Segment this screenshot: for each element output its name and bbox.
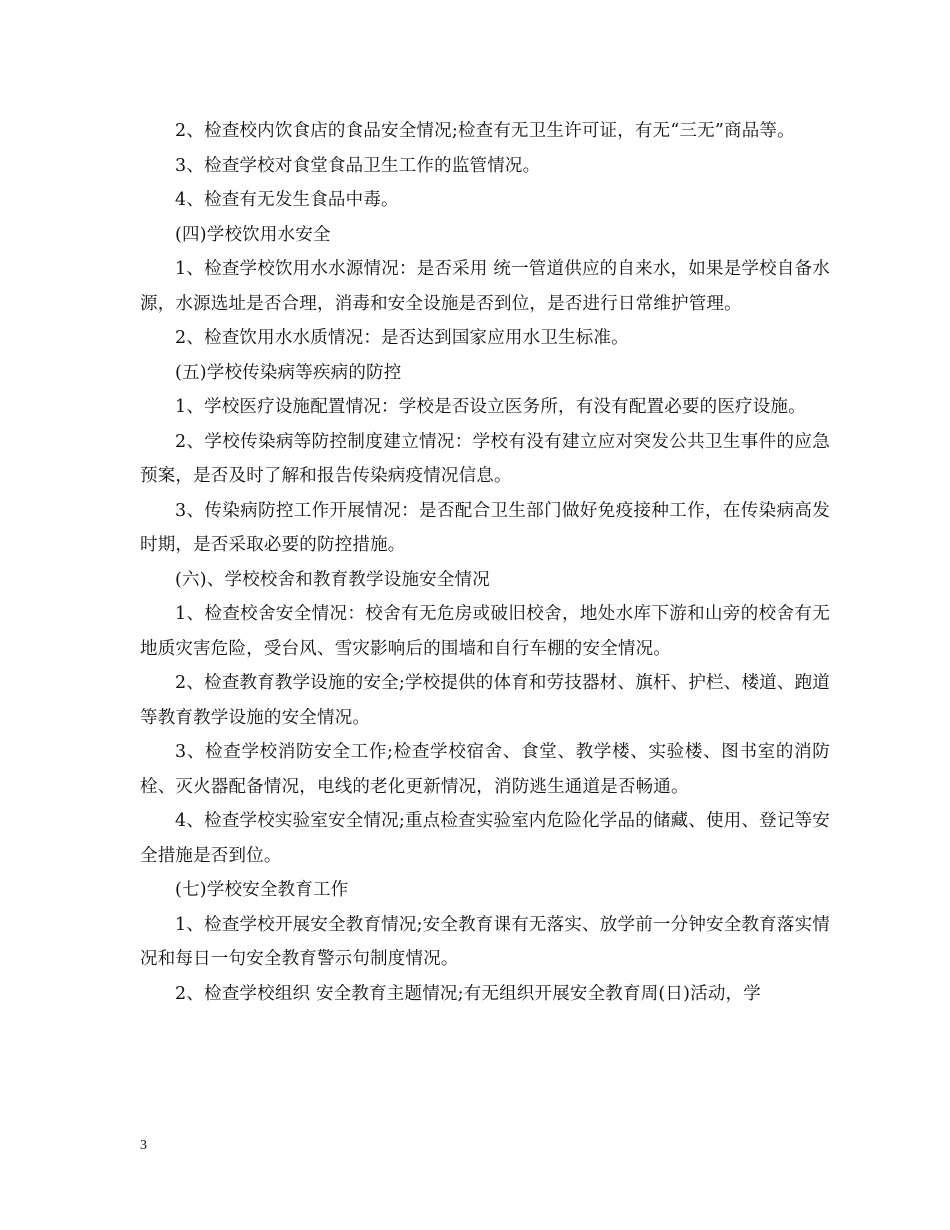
paragraph-food-shop-check: 2、检查校内饮食店的食品安全情况;检查有无卫生许可证，有无“三无”商品等。 — [175, 121, 795, 141]
paragraph-education-implementation: 1、检查学校开展安全教育情况;安全教育课有无落实、放学前一分钟安全教育落实情况和每日一句安全教育警示句制度情况。 — [140, 914, 830, 969]
paragraph-food-poisoning: 4、检查有无发生食品中毒。 — [175, 190, 399, 210]
paragraph-medical-facilities: 1、学校医疗设施配置情况：学校是否设立医务所，有没有配置必要的医疗设施。 — [175, 397, 806, 417]
paragraph-fire-safety: 3、检查学校消防安全工作;检查学校宿舍、食堂、教学楼、实验楼、图书室的消防栓、灭火器配备情况，电线的老化更新情况，消防逃生通道是否畅通。 — [140, 742, 830, 797]
paragraph-teaching-facilities: 2、检查教育教学设施的安全;学校提供的体育和劳技器材、旗杆、护栏、楼道、跑道等教育教学设施的安全情况。 — [140, 673, 830, 728]
paragraph-prevention-work: 3、传染病防控工作开展情况：是否配合卫生部门做好免疫接种工作，在传染病高发时期，是否采取必要的防控措施。 — [140, 500, 830, 555]
page-number: 3 — [140, 1138, 147, 1153]
paragraph-prevention-system: 2、学校传染病等防控制度建立情况：学校有没有建立应对突发公共卫生事件的应急预案，是否及时了解和报告传染病疫情况信息。 — [140, 431, 830, 486]
document-body — [140, 114, 830, 1011]
paragraph-water-quality: 2、检查饮用水水质情况：是否达到国家应用水卫生标准。 — [175, 328, 629, 348]
paragraph-water-source: 1、检查学校饮用水水源情况：是否采用 统一管道供应的自来水，如果是学校自备水源，水源选址是否合理，消毒和安全设施是否到位，是否进行日常维护管理。 — [140, 259, 830, 314]
paragraph-canteen-supervision: 3、检查学校对食堂食品卫生工作的监管情况。 — [175, 155, 541, 176]
paragraph-laboratory-safety: 4、检查学校实验室安全情况;重点检查实验室内危险化学品的储藏、使用、登记等安全措施是否到位。 — [140, 811, 830, 866]
section-heading-facilities-safety: (六)、学校校舍和教育教学设施安全情况 — [175, 569, 490, 590]
section-heading-drinking-water: (四)学校饮用水安全 — [175, 224, 331, 245]
paragraph-building-safety: 1、检查校舍安全情况：校舍有无危房或破旧校舍，地处水库下游和山旁的校舍有无地质灾害危险，受台风、雪灾影响后的围墙和自行车棚的安全情况。 — [140, 604, 830, 659]
paragraph-education-themes: 2、检查学校组织 安全教育主题情况;有无组织开展安全教育周(日)活动，学 — [175, 983, 761, 1004]
section-heading-disease-control: (五)学校传染病等疾病的防控 — [175, 362, 402, 383]
section-heading-safety-education: (七)学校安全教育工作 — [175, 880, 349, 900]
